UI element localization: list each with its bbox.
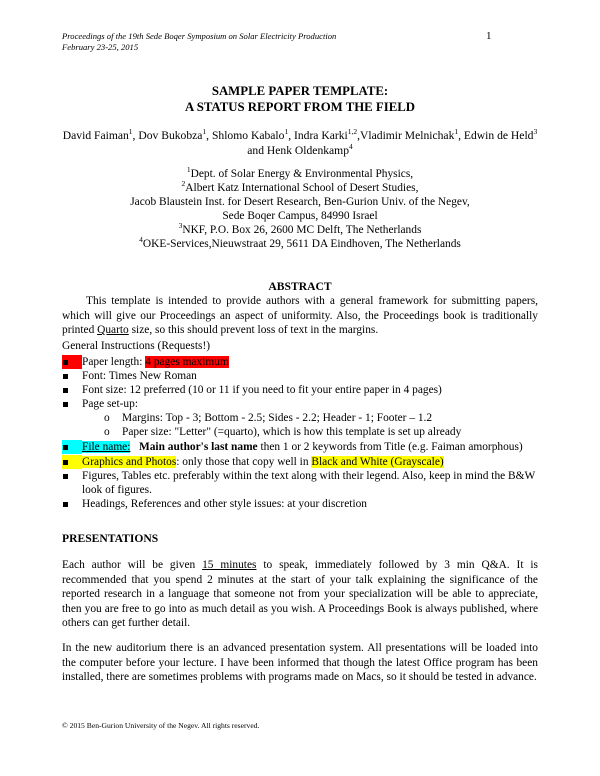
list-item-font: Font: Times New Roman [62,369,538,383]
affiliation-3: Jacob Blaustein Inst. for Desert Research, Ben-Gurion Univ. of the Negev, [130,196,470,208]
title-line-1: SAMPLE PAPER TEMPLATE: [211,84,389,98]
page-number: 1 [486,30,492,42]
list-item-page-setup: Page set-up: [62,397,538,411]
bullet-icon [63,374,68,379]
bullet-icon [63,402,68,407]
author-name: Indra Karki$^{1,2}$, [293,127,361,142]
presentations-paragraph-2: In the new auditorium there is an advanced presentation system. All presentations will be loaded into the computer before your lecture. I have been informed that though the latest Office program has been installed, there are sometimes problems with programs made on Macs, so it should be tested in advance. [62,642,538,683]
affiliations [62,167,538,251]
list-item-font-size: Font size: 12 preferred (10 or 11 if you need to fit your entire paper in 4 pages) [62,383,538,397]
page-limit-highlight: 4 pages maximum [145,356,229,368]
list-item-paper-length: Paper length: 4 pages maximum [62,355,538,369]
list-item-headings: Headings, References and other style issues: at your discretion [62,497,538,511]
paper-title [0,83,600,115]
affiliation-2: $^2$Albert Katz International School of Desert Studies, [181,179,419,194]
header-dates: February 23-25, 2015 [62,42,139,52]
author-name: David Faiman$^1$, [62,127,139,142]
bullet-icon [63,460,68,465]
title-line-2: A STATUS REPORT FROM THE FIELD [184,100,416,114]
instructions-list [62,355,538,511]
affiliation-5: $^3$NKF, P.O. Box 26, 2600 MC Delft, The Netherlands [178,221,422,236]
bullet-icon [63,445,68,450]
affiliation-1: $^1$Dept. of Solar Energy & Environmental Physics, [186,165,414,180]
copyright-footer: © 2015 Ben-Gurion University of the Negev. All rights reserved. [62,721,260,730]
circle-bullet-icon: o [104,412,110,424]
author-name: Shlomo Kabalo$^1$, [211,127,294,142]
abstract-text: This template is intended to provide authors with a general framework for submitting papers, which will give our Proceedings an aspect of uniformity. Also, the Proceedings book is traditionally printed Quarto size, so this should prevent loss of text in the margins. [62,295,538,336]
bullet-icon [63,388,68,393]
author-name: Henk Oldenkamp$^4$ [266,142,353,157]
instructions-heading: General Instructions (Requests!) [62,340,211,352]
presentations-heading: PRESENTATIONS [62,532,159,545]
author-name: Dov Bukobza$^1$, [138,127,212,142]
bullet-icon [63,474,68,479]
abstract-heading: ABSTRACT [268,280,332,293]
header-proceedings: Proceedings of the 19th Sede Boqer Symposium on Solar Electricity Production [62,31,337,41]
bullet-icon [63,360,68,365]
circle-bullet-icon: o [104,426,110,438]
running-header [62,31,336,53]
sub-item-margins: o Margins: Top - 3; Bottom - 2.5; Sides - 2.2; Header - 1; Footer – 1.2 [104,412,433,424]
list-item-graphics: Graphics and Photos: only those that copy well in Black and White (Grayscale) [62,455,538,469]
affiliation-4: Sede Boqer Campus, 84990 Israel [222,210,378,222]
list-item-figures: Figures, Tables etc. preferably within the text along with their legend. Also, keep in mind the B&W look of figures. [62,469,538,497]
author-name: Edwin de Held$^3$ and [247,127,538,157]
author-list [62,128,538,158]
sub-item-paper-size: o Paper size: "Letter" (=quarto), which is how this template is set up already [104,426,462,438]
bullet-icon [63,502,68,507]
affiliation-6: $^4$OKE-Services,Nieuwstraat 29, 5611 DA Eindhoven, The Netherlands [139,235,461,250]
list-item-file-name: File name: Main author's last name then 1 or 2 keywords from Title (e.g. Faiman amorphous) [62,440,538,454]
author-name: Vladimir Melnichak$^1$, [360,127,464,142]
presentations-paragraph-1: Each author will be given 15 minutes to speak, immediately followed by 3 min Q&A. It is recommended that you spend 2 minutes at the start of your talk explaining the significance of the reported research in a language that someone not from your specialization will be able to appreciate, then you are free to go into as much detail as you wish. A Proceedings Book is always published, where others can get further detail. [62,559,538,629]
